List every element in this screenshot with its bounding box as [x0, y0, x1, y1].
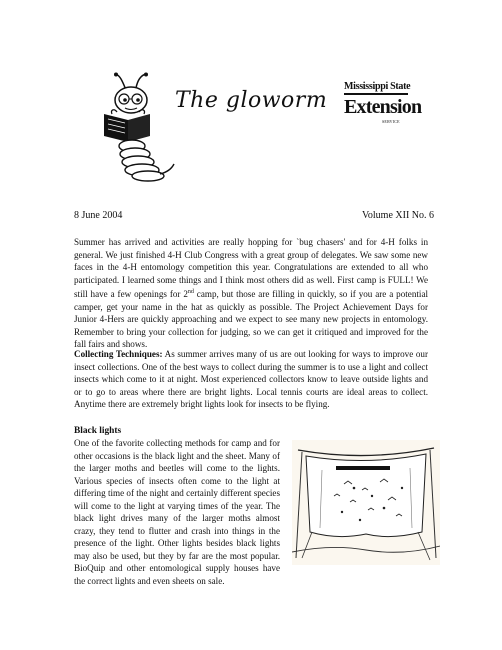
intro-superscript: nd — [187, 289, 194, 295]
intro-text-part2: camp, but those are filling in quickly, so if you are a potential camper, get your name in the hat as quickly as possible. The Project Achievement Days for Junior 4-Hers are quickly approaching and we expect to see many new projects in entomology. Remember to bring your collection for judging, so we can get it critiqued and improved for the fall fairs and shows. — [74, 289, 429, 350]
intro-text-part1: Summer has arrived and activities are really hopping for `bug chasers' and for 4-H folks in general. We just finished 4-H Club Congress with a great group of delegates. We saw some new faces in the 4-H entomology competition this year. Congratulations are extended to all who participated. I learned some things and I think most others did as well. First camp is FULL! We still have a few openings for 2 — [74, 237, 428, 300]
newsletter-title: The gloworm — [175, 88, 328, 113]
collecting-heading: Collecting Techniques: — [74, 349, 163, 359]
collecting-paragraph — [74, 348, 428, 411]
blacklights-heading: Black lights — [74, 426, 122, 436]
blacklights-paragraph: One of the favorite collecting methods for camp and for other occasions is the black light and the sheet. Many of the larger moths and beetles will come to the lights. Various species of insects often come to the light at differing time of the night and certainly different species will come to the light at varying times of the year. The black light drives many of the larger moths almost crazy, they tend to flutter and crash into things in the presence of the light. Other lights besides black lights may also be used, but they by far are the most popular. BioQuip and other entomological supply houses have the correct lights and even sheets on sale. — [74, 438, 280, 586]
logo-university: Mississippi State — [344, 81, 411, 92]
logo-extension: Extension — [344, 96, 422, 118]
blacklight-sheet-sketch — [292, 440, 440, 565]
issue-volume: Volume XII No. 6 — [361, 210, 434, 221]
collecting-text: As summer arrives many of us are out looking for ways to improve our insect collections. One of the best ways to collect during the summer is to use a light and collect insects which come to it at night. Most experienced collectors know to leave outside lights and or to go to areas where there are bright lights. Local tennis courts are ideal areas to collect. Anytime there are extremely bright lights look for insects to be flying. — [74, 349, 429, 409]
extension-logo — [344, 81, 422, 132]
intro-paragraph — [74, 236, 428, 351]
issue-date: 8 June 2004 — [74, 210, 123, 221]
glowworm-mascot-illustration — [98, 72, 178, 182]
logo-rule — [344, 93, 408, 95]
logo-service: SERVICE — [382, 119, 400, 124]
